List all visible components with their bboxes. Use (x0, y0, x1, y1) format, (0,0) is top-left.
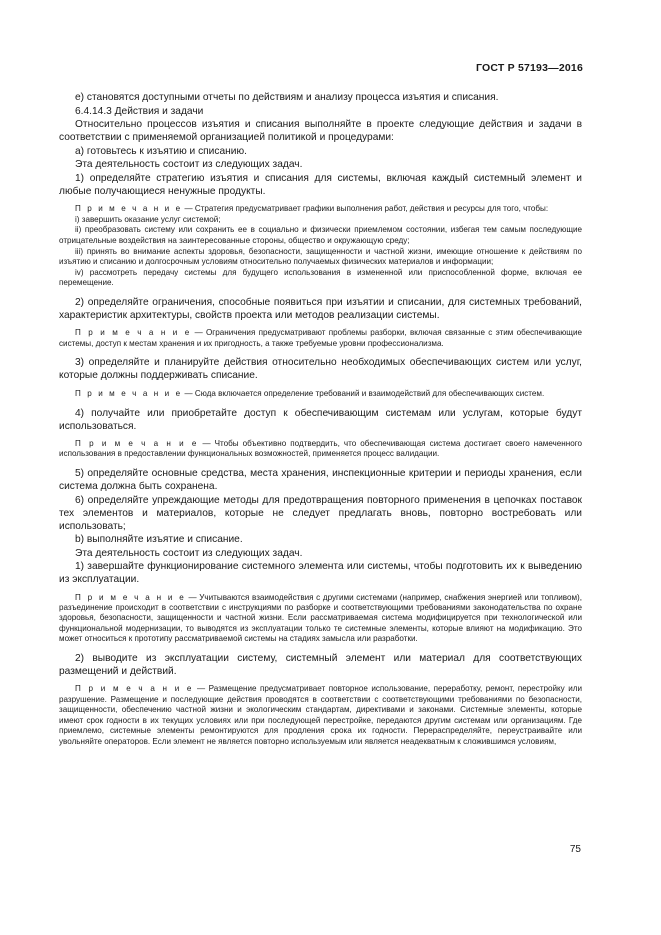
paragraph-text: Эта деятельность состоит из следующих задач. (75, 547, 303, 559)
paragraph-text: — Ограничения предусматривают проблемы разборки, включая связанные с этим обеспечивающие системы, доступ к местам хранения и их пригодность, а также требуемые уровни профессионализма. (59, 328, 582, 348)
text-paragraph (59, 652, 582, 679)
paragraph-text: b) выполняйте изъятие и списание. (75, 534, 243, 546)
paragraph-text: е) становятся доступными отчеты по действиям и анализу процесса изъятия и списания. (75, 92, 499, 103)
paragraph-text: — Стратегия предусматривает графики выполнения работ, действия и ресурсы для того, чтобы: (182, 204, 549, 213)
paragraph-text: 1) завершайте функционирование системного элемента или системы, чтобы подготовить их к выведению из эксплуатации. (59, 561, 582, 586)
paragraph-text: а) готовьтесь к изъятию и списанию. (75, 145, 247, 157)
paragraph-text: 2) выводите из эксплуатации систему, системный элемент или материал для соответствующих размещений и действий. (59, 652, 582, 677)
page-body (59, 91, 582, 747)
paragraph-text: 1) определяйте стратегию изъятия и списания для системы, включая каждый системный элемент и любые получающиеся ненужные продукты. (59, 172, 582, 197)
note-label: П р и м е ч а н и е (75, 328, 192, 338)
text-paragraph (59, 215, 582, 226)
note-paragraph (59, 389, 582, 400)
paragraph-text: Относительно процессов изъятия и списания выполняйте в проекте следующие действия и задачи в соответствии с применяемой организацией политикой и процедурами: (59, 119, 582, 143)
text-paragraph (59, 296, 582, 323)
note-paragraph (59, 328, 582, 349)
paragraph-text: 4) получайте или приобретайте доступ к обеспечивающим системам или услугам, которые будут использоваться. (59, 407, 582, 432)
text-paragraph (59, 560, 582, 587)
paragraph-text: — Учитываются взаимодействия с другими системами (например, снабжения энергией или топливом), разъединение происходит в соответствии с инструкциями по разборке и соответствующими требованиями законодательства по охране здоровья, безопасности, защищенности и частной жизни. Если рассматриваемая система модифицируется при технологической или функциональной модернизации, то выводятся из эксплуатации только те системные элементы, которые влияют на модификацию. Это может относиться к прототипу рассматриваемой системы на стадиях замысла или разработки. (59, 592, 582, 644)
paragraph-text: 2) определяйте ограничения, способные появиться при изъятии и списании, для системных требований, характеристик архитектуры, свойств проекта или методов реализации системы. (59, 296, 582, 321)
note-paragraph (59, 593, 582, 645)
page-number: 75 (569, 844, 581, 855)
paragraph-text: 5) определяйте основные средства, места хранения, инспекционные критерии и периоды хранения, если система должна быть сохранена. (59, 468, 582, 493)
text-paragraph (59, 268, 582, 289)
text-paragraph (59, 494, 582, 534)
paragraph-text: — Чтобы объективно подтвердить, что обеспечивающая система достигает своего намеченного использования в предоставлении функциональных возможностей, применяется процесс валидации. (59, 439, 582, 459)
text-paragraph (59, 225, 582, 246)
text-paragraph (59, 407, 582, 434)
text-paragraph (59, 467, 582, 494)
text-paragraph (59, 533, 582, 547)
paragraph-text: Эта деятельность состоит из следующих задач. (75, 159, 303, 170)
paragraph-text: 6.4.14.3 Действия и задачи (75, 105, 204, 117)
text-paragraph (59, 105, 582, 119)
paragraph-text: — Размещение предусматривает повторное использование, переработку, ремонт, перестройку или разрушение. Размещение и последующие действия проводятся в соответствии с соответствующими требованиями по безопасности, защищенности, обеспечению частной жизни и экологическим стандартам, директивами и законами. Системные элементы, которые имеют срок годности в их текущих условиях или при последующей перестройке, передаются другим системам или организациям. Где приемлемо, системные элементы ремонтируются для продления срока их годности. Перераспределяйте, переустраивайте или увольняйте операторов. Если элемент не является повторно используемым или является неадекватным к сложившимся условиям, (59, 684, 582, 746)
paragraph-text: i) завершить оказание услуг системой; (75, 214, 221, 224)
note-label: П р и м е ч а н и е (75, 592, 186, 602)
paragraph-text: — Сюда включается определение требований и взаимодействий для обеспечивающих систем. (182, 388, 545, 398)
paragraph-text: 3) определяйте и планируйте действия относительно необходимых обеспечивающих систем или услуг, которые должны поддерживать списание. (59, 357, 582, 382)
paragraph-text: iv) рассмотреть передачу системы для будущего использования в измененной или приспособленной форме, включая ее перемещение. (59, 267, 582, 288)
document-code: ГОСТ Р 57193—2016 (475, 62, 583, 74)
note-paragraph (59, 439, 582, 460)
note-label: П р и м е ч а н и е (75, 684, 194, 694)
text-paragraph (59, 91, 582, 105)
text-paragraph (59, 158, 582, 172)
paragraph-text: 6) определяйте упреждающие методы для предотвращения повторного применения в цепочках поставок тех элементов и материалов, которые не следует предлагать вновь, повторно востребовать или использовать; (59, 494, 582, 532)
text-paragraph (59, 118, 582, 145)
note-paragraph (59, 204, 582, 215)
text-paragraph (59, 356, 582, 383)
note-paragraph (59, 684, 582, 747)
text-paragraph (59, 247, 582, 268)
note-label: П р и м е ч а н и е (75, 388, 183, 398)
note-label: П р и м е ч а н и е (75, 439, 199, 449)
note-label: П р и м е ч а н и е (75, 204, 183, 213)
paragraph-text: ii) преобразовать систему или сохранить ее в социально и физически приемлемом состоянии, избегая тем самым последующие отрицательные воздействия на заинтересованные стороны, общество и окружающую среду; (59, 225, 582, 245)
text-paragraph (59, 145, 582, 159)
text-paragraph (59, 547, 582, 561)
text-paragraph (59, 172, 582, 199)
paragraph-text: iii) принять во внимание аспекты здоровья, безопасности, защищенности и частной жизни, имеющие отношение к действиям по изъятию и списанию и долгосрочным условиям относительно получаемых физических материалов и информации; (59, 246, 582, 266)
